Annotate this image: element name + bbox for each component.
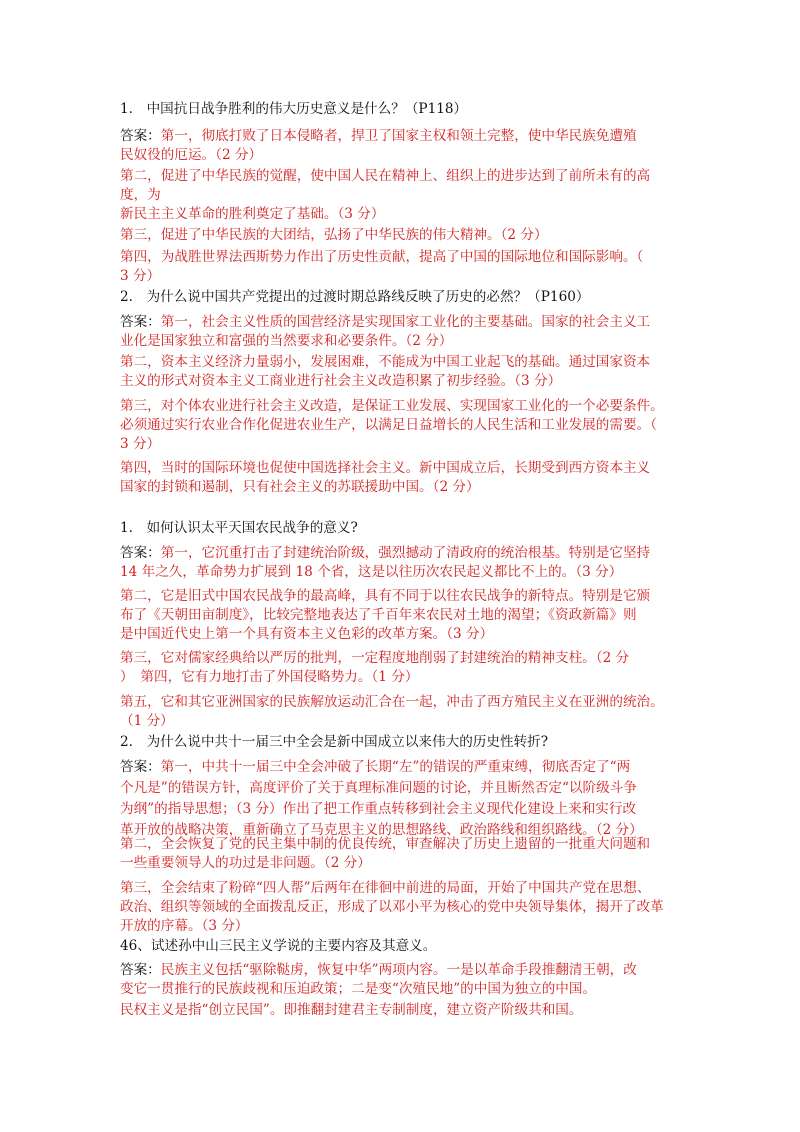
answer-line: 第四，当时的国际环境也促使中国选择社会主义。新中国成立后，长期受到西方资本主义 xyxy=(120,460,651,476)
answer-line: 一些重要领导人的功过是非问题。（2 分） xyxy=(120,855,371,871)
answer-prefix: 答案： xyxy=(120,314,161,330)
answer-line: ） 第四，它有力地打击了外国侵略势力。（1 分） xyxy=(120,669,419,685)
answer-text: 民族主义包括“驱除鞑虏，恢复中华”两项内容。一是以革命手段推翻清王朝，改 xyxy=(160,962,637,978)
question-title: 1. 如何认识太平天国农民战争的意义? xyxy=(120,520,358,536)
answer-line: 第三，它对儒家经典给以严厉的批判，一定程度地削弱了封建统治的精神支柱。（2 分 xyxy=(120,650,630,666)
answer-line: 第三，全会结束了粉碎“四人帮”后两年在徘徊中前进的局面，开始了中国共产党在思想、 xyxy=(120,880,651,896)
question-title: 46、试述孙中山三民主义学说的主要内容及其意义。 xyxy=(120,938,437,954)
answer-line xyxy=(120,759,630,775)
answer-line: 14 年之久，革命势力扩展到 18 个省，这是以往历次农民起义都比不上的。（3 分） xyxy=(120,564,623,580)
answer-line: 第五，它和其它亚洲国家的民族解放运动汇合在一起，冲击了西方殖民主义在亚洲的统治。 xyxy=(120,694,664,710)
answer-line: 个凡是”的错误方针，高度评价了关于真理标准问题的讨论，并且断然否定“以阶级斗争 xyxy=(120,780,637,796)
answer-line: 第二，它是旧式中国农民战争的最高峰，具有不同于以往农民战争的新特点。特别是它颁 xyxy=(120,588,651,604)
answer-line xyxy=(120,314,650,330)
answer-line: 布了《天朝田亩制度》，比较完整地表达了千百年来农民对土地的渴望；《资政新篇》则 xyxy=(120,607,637,623)
answer-line: 第三，对个体农业进行社会主义改造，是保证工业发展、实现国家工业化的一个必要条件。 xyxy=(120,398,664,414)
answer-prefix: 答案： xyxy=(120,962,161,978)
answer-line: 3 分） xyxy=(120,268,161,284)
answer-line: 开放的序幕。（3 分） xyxy=(120,918,249,934)
answer-line: 第三，促进了中华民族的大团结，弘扬了中华民族的伟大精神。（2 分） xyxy=(120,227,548,243)
question-title: 2. 为什么说中共十一届三中全会是新中国成立以来伟大的历史性转折? xyxy=(120,734,549,750)
answer-line: 新民主主义革命的胜利奠定了基础。（3 分） xyxy=(120,206,385,222)
answer-line: 为纲”的指导思想；（3 分）作出了把工作重点转移到社会主义现代化建设上来和实行改 xyxy=(120,801,637,817)
answer-prefix: 答案： xyxy=(120,759,161,775)
answer-line: 民奴役的厄运。（2 分） xyxy=(120,147,263,163)
answer-line: （1 分） xyxy=(120,713,174,729)
question-title: 1. 中国抗日战争胜利的伟大历史意义是什么？（P118） xyxy=(120,101,468,117)
answer-line: 必须通过实行农业合作化促进农业生产，以满足日益增长的人民生活和工业发展的需要。（ xyxy=(120,417,657,433)
answer-line: 3 分） xyxy=(120,436,161,452)
answer-line: 第二，全会恢复了党的民主集中制的优良传统，审查解决了历史上遗留的一批重大问题和 xyxy=(120,836,651,852)
answer-line xyxy=(120,962,637,978)
answer-line: 度，为 xyxy=(120,187,161,203)
answer-text: 第一，社会主义性质的国营经济是实现国家工业化的主要基础。国家的社会主义工 xyxy=(160,314,651,330)
answer-line: 国家的封锁和遏制，只有社会主义的苏联援助中国。（2 分） xyxy=(120,479,480,495)
answer-line: 变它一贯推行的民族歧视和压迫政策；二是变“次殖民地”的中国为独立的中国。 xyxy=(120,981,597,997)
answer-prefix: 答案： xyxy=(120,128,161,144)
answer-line: 革开放的战略决策，重新确立了马克思主义的思想路线、政治路线和组织路线。（2 分） xyxy=(120,822,643,838)
answer-line: 第二，促进了中华民族的觉醒，使中国人民在精神上、组织上的进步达到了前所未有的高 xyxy=(120,168,651,184)
answer-line: 业化是国家独立和富强的当然要求和必要条件。（2 分） xyxy=(120,333,453,349)
answer-line: 民权主义是指“创立民国”。即推翻封建君主专制制度，建立资产阶级共和国。 xyxy=(120,1002,583,1018)
answer-line xyxy=(120,128,637,144)
question-title: 2. 为什么说中国共产党提出的过渡时期总路线反映了历史的必然？（P160） xyxy=(120,289,590,305)
answer-text: 第一，它沉重打击了封建统治阶级，强烈撼动了清政府的统治根基。特别是它坚持 xyxy=(160,545,651,561)
answer-text: 第一，中共十一届三中全会冲破了长期“左”的错误的严重束缚，彻底否定了“两 xyxy=(160,759,631,775)
answer-prefix: 答案： xyxy=(120,545,161,561)
answer-line: 是中国近代史上第一个具有资本主义色彩的改革方案。（3 分） xyxy=(120,626,494,642)
answer-line: 政治、组织等领域的全面拨乱反正，形成了以邓小平为核心的党中央领导集体，揭开了改革 xyxy=(120,899,664,915)
answer-line: 主义的形式对资本主义工商业进行社会主义改造积累了初步经验。（3 分） xyxy=(120,373,562,389)
answer-line: 第四，为战胜世界法西斯势力作出了历史性贡献，提高了中国的国际地位和国际影响。（ xyxy=(120,249,644,265)
answer-line xyxy=(120,545,650,561)
answer-line: 第二，资本主义经济力量弱小，发展困难，不能成为中国工业起飞的基础。通过国家资本 xyxy=(120,354,651,370)
answer-text: 第一，彻底打败了日本侵略者，捍卫了国家主权和领土完整，使中华民族免遭殖 xyxy=(160,128,637,144)
